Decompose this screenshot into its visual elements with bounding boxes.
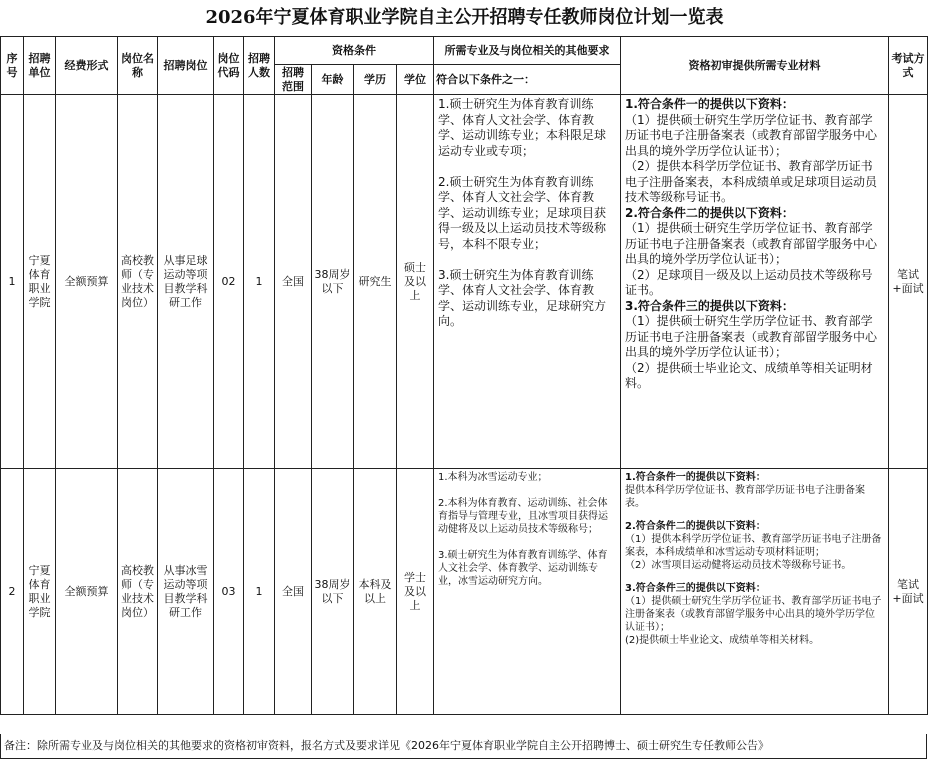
row-code: 02 — [214, 95, 244, 469]
row-materials — [621, 95, 889, 469]
header-exam: 考试方式 — [889, 37, 928, 95]
header-code: 岗位代码 — [214, 37, 244, 95]
materials-item: (2)提供硕士毕业论文、成绩单等相关材料。 — [625, 635, 820, 646]
row-position: 从事冰雪运动等项目教学科研工作 — [158, 469, 214, 715]
materials-item: （1）提供硕士研究生学历学位证书、教育部学历证书电子注册备案表（或教育部留学服务中心出具的境外学历学位认证书）； — [625, 112, 878, 158]
header-seq: 序号 — [1, 37, 24, 95]
header-position-name: 岗位名称 — [118, 37, 158, 95]
row-seq: 1 — [1, 95, 24, 469]
materials-item: （1）提供硕士研究生学历学位证书、教育部学历证书电子注册备案表（或教育部留学服务中心出具的境外学历学位认证书）； — [625, 221, 878, 266]
materials-item: 提供本科学历学位证书、教育部学历证书电子注册备案表。 — [625, 485, 865, 509]
materials-item: （1）提供硕士研究生学历学位证书、教育部学历证书电子注册备案表（或教育部留学服务中心出具的境外学历学位认证书）； — [625, 596, 882, 633]
header-qualifications: 资格条件 — [275, 37, 434, 65]
header-unit: 招聘单位 — [24, 37, 56, 95]
materials-item: （2）冰雪项目运动健将运动员技术等级称号证书。 — [625, 560, 852, 571]
table-row — [1, 469, 928, 715]
row-count: 1 — [244, 95, 275, 469]
header-degree: 学位 — [397, 65, 434, 95]
row-degree: 学士及以上 — [397, 469, 434, 715]
row-degree: 硕士及以上 — [397, 95, 434, 469]
materials-heading: 2.符合条件二的提供以下资料： — [625, 521, 766, 532]
materials-item: （1）提供硕士研究生学历学位证书、教育部学历证书电子注册备案表（或教育部留学服务中心出具的境外学历学位认证书）； — [625, 314, 878, 359]
header-funding: 经费形式 — [56, 37, 118, 95]
row-age: 38周岁以下 — [312, 95, 354, 469]
materials-heading: 1.符合条件一的提供以下资料： — [625, 97, 794, 111]
materials-item: （1）提供本科学历学位证书、教育部学历证书电子注册备案表，本科成绩单和冰雪运动专项材料证明； — [625, 534, 882, 558]
page-title: 2026年宁夏体育职业学院自主公开招聘专任教师岗位计划一览表 — [205, 7, 724, 28]
row-code: 03 — [214, 469, 244, 715]
row-position: 从事足球运动等项目教学科研工作 — [158, 95, 214, 469]
row-requirements: 1.本科为冰雪运动专业； 2.本科为体育教育、运动训练、社会体育指导与管理专业，且冰雪项目获得运动健将及以上运动员技术等级称号； 3.硕士研究生为体育教育训练学、体育人文社会学、体育教学、运动训练专业，冰雪运动研究方向。 — [434, 469, 621, 715]
row-scope: 全国 — [275, 469, 312, 715]
row-materials — [621, 469, 889, 715]
row-unit: 宁夏体育职业学院 — [24, 95, 56, 469]
row-funding: 全额预算 — [56, 469, 118, 715]
materials-heading: 2.符合条件二的提供以下资料： — [625, 205, 794, 220]
row-count: 1 — [244, 469, 275, 715]
row-funding: 全额预算 — [56, 95, 118, 469]
header-meet-one: 符合以下条件之一： — [434, 65, 621, 95]
materials-item: （2）提供硕士毕业论文、成绩单等相关证明材料。 — [625, 360, 873, 390]
materials-item: （2）提供本科学历学位证书、教育部学历证书电子注册备案表，本科成绩单或足球项目运动员技术等级称号证书。 — [625, 159, 878, 204]
materials-heading: 3.符合条件三的提供以下资料： — [625, 583, 766, 594]
row-scope: 全国 — [275, 95, 312, 469]
row-seq: 2 — [1, 469, 24, 715]
row-position-name: 高校教师（专业技术岗位） — [118, 469, 158, 715]
header-education: 学历 — [354, 65, 397, 95]
header-position: 招聘岗位 — [158, 37, 214, 95]
materials-heading: 3.符合条件三的提供以下资料： — [625, 298, 794, 313]
header-scope: 招聘范围 — [275, 65, 312, 95]
row-requirements: 1.硕士研究生为体育教育训练学、体育人文社会学、体育教学、运动训练专业；本科限足球运动专业或专项； 2.硕士研究生为体育教育训练学、体育人文社会学、体育教学、运动训练专业；足球项目获得一级及以上运动员技术等级称号，本科不限专业； 3.硕士研究生为体育教育训练学、体育人文社会学、体育教学、运动训练专业，足球研究方向。 — [434, 95, 621, 469]
row-exam: 笔试+面试 — [889, 95, 928, 469]
row-education: 研究生 — [354, 95, 397, 469]
header-materials: 资格初审提供所需专业材料 — [621, 37, 889, 95]
row-age: 38周岁以下 — [312, 469, 354, 715]
row-exam: 笔试+面试 — [889, 469, 928, 715]
row-unit: 宁夏体育职业学院 — [24, 469, 56, 715]
header-age: 年龄 — [312, 65, 354, 95]
footnote: 备注：除所需专业及与岗位相关的其他要求的资格初审资料，报名方式及要求详见《2026年宁夏体育职业学院自主公开招聘博士、硕士研究生专任教师公告》 — [0, 734, 927, 759]
recruitment-table — [0, 36, 928, 715]
header-count: 招聘人数 — [244, 37, 275, 95]
materials-item: （2）足球项目一级及以上运动员技术等级称号证书。 — [625, 267, 873, 297]
row-education: 本科及以上 — [354, 469, 397, 715]
header-major-requirements: 所需专业及与岗位相关的其他要求 — [434, 37, 621, 65]
materials-heading: 1.符合条件一的提供以下资料： — [625, 472, 766, 483]
table-row — [1, 95, 928, 469]
row-position-name: 高校教师（专业技术岗位） — [118, 95, 158, 469]
